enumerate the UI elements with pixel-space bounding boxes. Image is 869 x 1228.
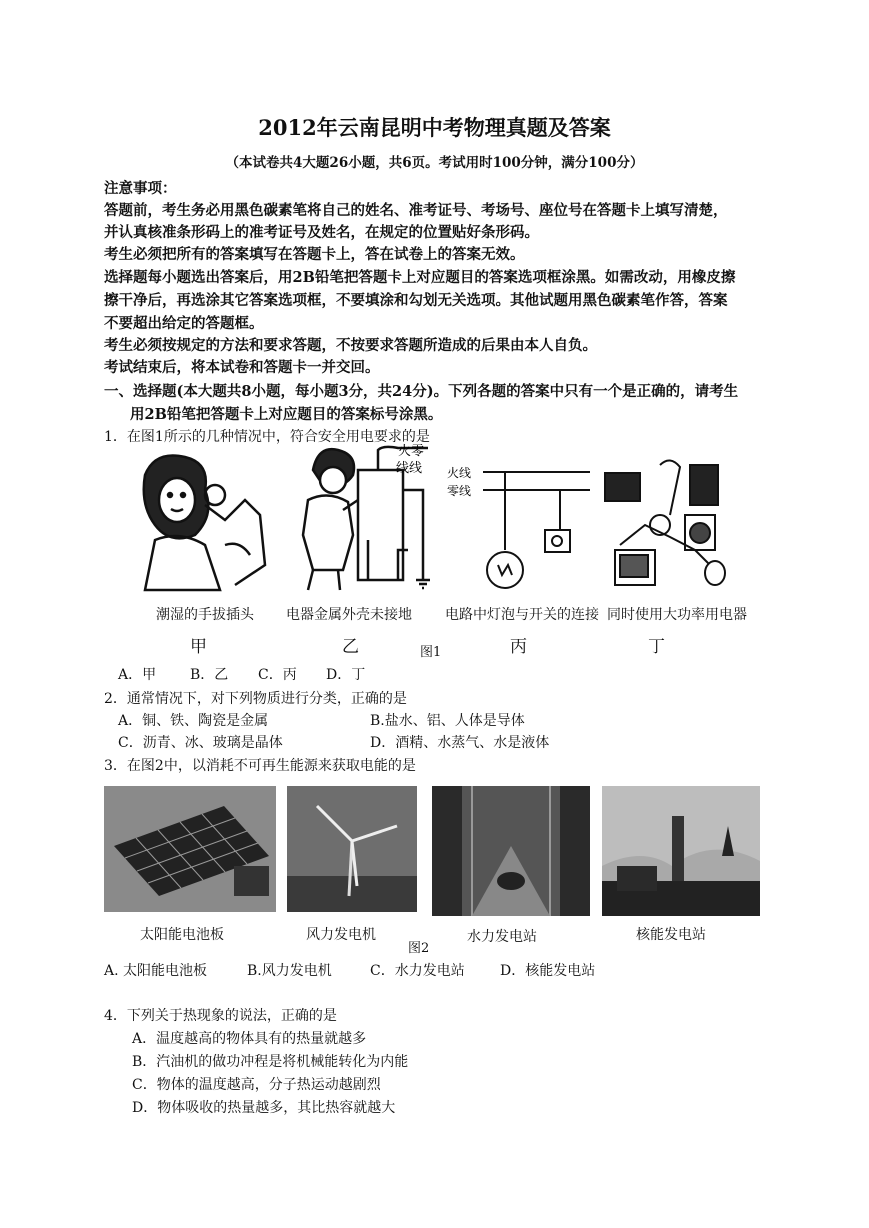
option: C．沥青、冰、玻璃是晶体 [118,735,283,751]
hydro-station-photo [432,786,590,916]
figure-1-number: 图1 [420,645,442,660]
section-heading-cont: 用2B铅笔把答题卡上对应题目的答案标号涂黑。 [130,406,443,423]
fig1-label: 甲 [190,637,207,657]
notice-line: 考试结束后，将本试卷和答题卡一并交回。 [104,359,380,376]
fig1-label: 乙 [342,637,359,657]
notice-line: 考生必须按规定的方法和要求答题，不按要求答题所造成的后果由本人自负。 [104,337,597,354]
question-1-stem: 1．在图1所示的几种情况中，符合安全用电要求的是 [104,429,430,445]
notice-heading: 注意事项： [104,180,177,197]
fig2-caption: 核能发电站 [636,927,706,943]
option: B.风力发电机 [247,963,332,979]
wire-label-live: 火线 [447,466,472,480]
notice-line: 考生必须把所有的答案填写在答题卡上，答在试卷上的答案无效。 [104,246,525,263]
option: B．乙 [190,667,229,683]
notice-line: 答题前，考生务必用黑色碳素笔将自己的姓名、准考证号、考场号、座位号在答题卡上填写清楚， [104,202,728,219]
appliances-illustration [600,455,750,600]
option: A．甲 [118,667,157,683]
fig2-caption: 水力发电站 [467,929,537,945]
option: D．酒精、水蒸气、水是液体 [370,735,550,751]
option: D．核能发电站 [500,963,596,979]
lamp-switch-circuit [445,460,595,600]
fig2-caption: 风力发电机 [306,927,376,943]
fig1-caption: 电器金属外壳未接地 [286,607,412,623]
fig1-caption: 潮湿的手拔插头 [156,607,254,623]
question-4-stem: 4．下列关于热现象的说法，正确的是 [104,1008,337,1024]
option: D．物体吸收的热量越多，其比热容就越大 [132,1100,396,1116]
page-title: 2012年云南昆明中考物理真题及答案 [258,115,611,140]
fig1-label: 丁 [648,637,665,657]
option: A．铜、铁、陶瓷是金属 [118,713,269,729]
option: B.盐水、铝、人体是导体 [370,713,525,729]
fig1-label: 丙 [510,637,527,657]
option: D．丁 [326,667,366,683]
wire-label: 线线 [396,461,423,476]
solar-panel-photo [104,786,276,912]
section-heading: 一、选择题(本大题共8小题，每小题3分，共24分)。下列各题的答案中只有一个是正确的，请考生 [104,383,739,400]
fig1-caption: 电路中灯泡与开关的连接 [445,607,599,623]
notice-line: 擦干净后，再选涂其它答案选项框，不要填涂和勾划无关选项。其他试题用黑色碳素笔作答，答案 [104,292,728,309]
question-2-stem: 2．通常情况下，对下列物质进行分类，正确的是 [104,691,407,707]
option: C．物体的温度越高，分子热运动越剧烈 [132,1077,381,1093]
wind-turbine-photo [287,786,417,912]
wire-label: 火零 [398,444,425,459]
notice-line: 并认真核准条形码上的准考证号及姓名，在规定的位置贴好条形码。 [104,224,539,241]
option: A. 太阳能电池板 [104,963,208,979]
option: C．丙 [258,667,297,683]
appliance-grounding-illustration [288,440,448,595]
girl-unplugging-illustration [125,445,275,595]
question-3-stem: 3．在图2中，以消耗不可再生能源来获取电能的是 [104,758,416,774]
notice-line: 不要超出给定的答题框。 [104,315,264,332]
option: C．水力发电站 [370,963,465,979]
wire-label-neutral: 零线 [447,484,472,498]
fig1-caption: 同时使用大功率用电器 [607,607,747,623]
exam-info: （本试卷共4大题26小题，共6页。考试用时100分钟，满分100分） [225,155,644,171]
option: A．温度越高的物体具有的热量就越多 [132,1031,367,1047]
option: B．汽油机的做功冲程是将机械能转化为内能 [132,1054,409,1070]
figure-2-number: 图2 [408,941,430,956]
nuclear-plant-photo [602,786,760,916]
fig2-caption: 太阳能电池板 [140,927,224,943]
notice-line: 选择题每小题选出答案后，用2B铅笔把答题卡上对应题目的答案选项框涂黑。如需改动，用橡皮擦 [104,269,736,286]
